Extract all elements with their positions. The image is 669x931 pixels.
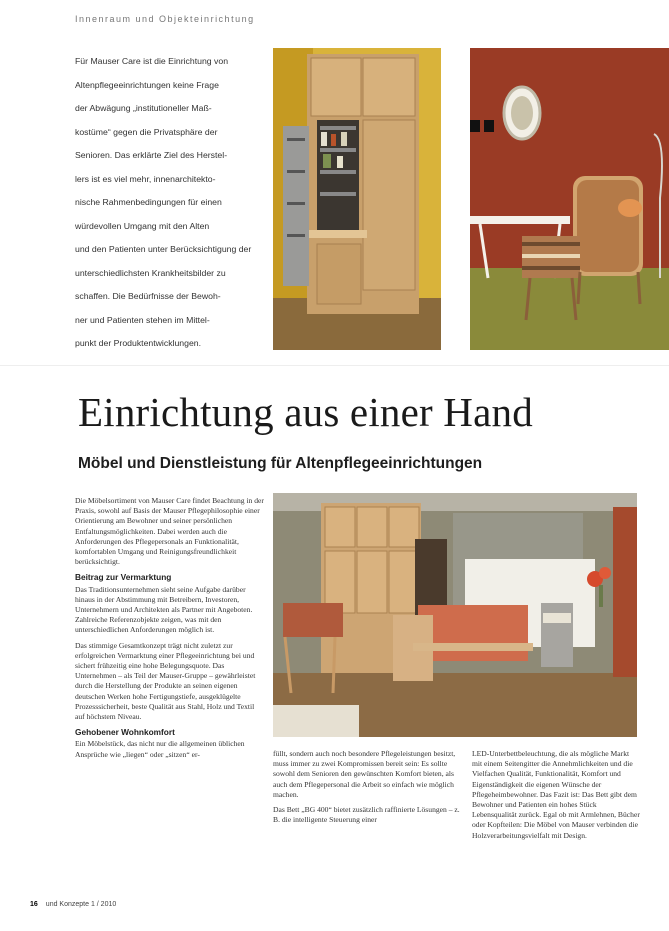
article-paragraph: LED-Unterbettbeleuchtung, die als mögliche Markt mit einem Seitengitter die Annehmlichkeiten und die Vielfachen Qualität, Funktionalität, Komfort und Eigenständigkeit die eigenen Wünsche der Pflegeheimbewohner. Das Fazit ist: Das Bett gibt dem Bewohner und Patienten ein hohes Stück Lebensqualität zurück. Egal ob mit Armlehnen, Bücher oder Kopfteilen: Die Möbel von Mauser verbinden die Holzverarbeitungsvielfalt mit Design. (472, 749, 640, 840)
issue-info: und Konzepte 1 / 2010 (45, 901, 117, 908)
photo-kitchen-cabinet (273, 48, 441, 350)
article-column-3 (472, 749, 640, 846)
page-footer (30, 901, 116, 908)
page-headline: Einrichtung aus einer Hand (78, 389, 533, 435)
article-paragraph: füllt, sondern auch noch besondere Pflegeleistungen besitzt, muss immer zu zwei Kompromissen bereit sein: Es sollte sowohl dem Senioren den gewünschten Komfort bieten, als auch dem Pflegepersonal die Arbeit so einfach wie möglich machen. (273, 749, 456, 799)
page-number: 16 (30, 901, 38, 908)
article-paragraph: Das Bett „BG 400“ bietet zusätzlich raffinierte Lösungen – z. B. die intelligente Steuerung einer (273, 805, 460, 825)
page-subheadline: Möbel und Dienstleistung für Altenpflegeeinrichtungen (78, 455, 483, 472)
article-column-2 (273, 749, 463, 830)
intro-line: der Abwägung „institutioneller Maß- (75, 103, 212, 113)
intro-line: Für Mauser Care ist die Einrichtung von (75, 56, 229, 66)
intro-line: nische Rahmenbedingungen für einen (75, 197, 222, 207)
section-label: Innenraum und Objekteinrichtung (75, 14, 255, 24)
photo-armchair-room (470, 48, 669, 350)
article-paragraph: Das Traditionsunternehmen sieht seine Aufgabe darüber hinaus in der Abstimmung mit Betreibern, Investoren, Unternehmern und Architekten als Partner mit Angeboten. Zahlreiche Referenzobjekte zeigen, was mit den unterschiedlichen Anforderungen möglich ist. (75, 584, 253, 635)
intro-paragraph (75, 50, 270, 356)
intro-line: punkt der Produktentwicklungen. (75, 338, 202, 348)
intro-line: kostüme“ gegen die Privatsphäre der (75, 126, 218, 137)
section-heading: Beitrag zur Vermarktung (75, 572, 172, 583)
intro-line: ner und Patienten stehen im Mittel- (75, 314, 210, 325)
intro-line: schaffen. Die Bedürfnisse der Bewoh- (75, 291, 221, 301)
section-rule (0, 365, 669, 366)
intro-line: würdevollen Umgang mit den Alten (75, 220, 210, 231)
article-paragraph: Ein Möbelstück, das nicht nur die allgemeinen üblichen Ansprüche wie „liegen“ oder „sitzen“ er- (75, 739, 245, 759)
intro-line: Altenpflegeeinrichtungen keine Frage (75, 79, 219, 90)
intro-line: Senioren. Das erklärte Ziel des Herstel- (75, 150, 228, 160)
photo-bedroom (273, 493, 637, 737)
intro-line: und den Patienten unter Berücksichtigung der (75, 244, 252, 254)
section-heading: Gehobener Wohnkomfort (75, 727, 175, 738)
intro-line: unterschiedlichsten Krankheitsbilder zu (75, 267, 226, 278)
article-paragraph: Die Möbelsortiment von Mauser Care findet Beachtung in der Praxis, sowohl auf Basis der Mauser Pflegephilosophie einer Orientierung am Bewohner und seiner persönlichen Entfaltungsmöglichkeiten. Dabei werden auch die Anforderungen des Pflegepersonals an Funktionalität, komfortablen Umgang und Reinigungsfreundlichkeit berücksichtigt. (75, 496, 264, 567)
article-column-1 (75, 496, 265, 765)
intro-line: lers ist es viel mehr, innenarchitekto- (75, 173, 216, 184)
article-paragraph: Das stimmige Gesamtkonzept trägt nicht zuletzt zur erfolgreichen Vermarktung einer Pflegeeinrichtung bei und sichert frühzeitig eine hohe Belegungsquote. Das Unternehmen – als Teil der Mauser-Gruppe – gewährleistet durch die Herstellung der Produkte an seinen eigenen deutschen Werken hohe Fertigungstiefe, ausgeklügelte Prozesssicherheit, beste Qualität aus Stahl, Holz und Textil auf höchstem Niveau. (75, 640, 256, 722)
